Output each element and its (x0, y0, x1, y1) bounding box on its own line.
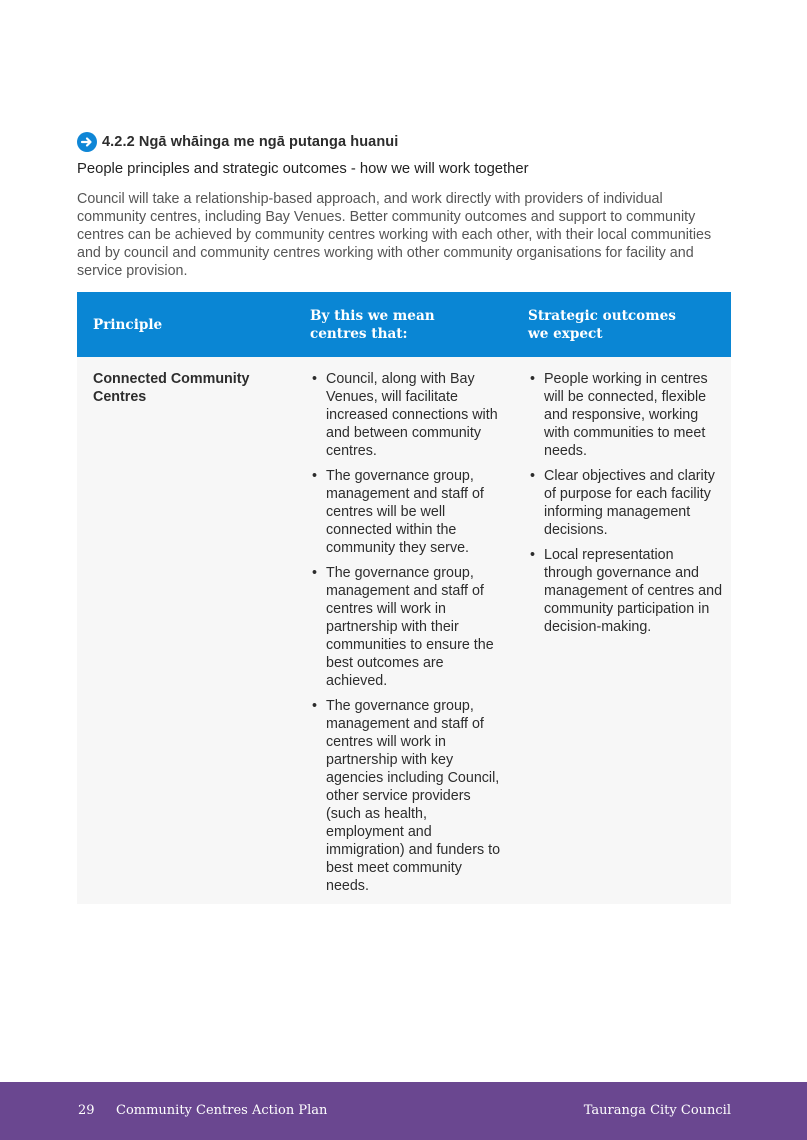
list-item: • People working in centres will be connected, flexible and responsive, working with communities to meet needs. (528, 370, 723, 460)
principle-cell: Connected Community Centres (93, 371, 250, 405)
document-title: Community Centres Action Plan (116, 1103, 328, 1118)
list-item: • Council, along with Bay Venues, will facilitate increased connections with and between community centres. (310, 370, 505, 460)
meaning-list (310, 370, 505, 902)
outcomes-list (528, 370, 723, 643)
header-meaning: By this we mean centres that: (310, 307, 435, 342)
organization-name: Tauranga City Council (583, 1103, 731, 1118)
list-item: • Local representation through governance and management of centres and community participation in decision-making. (528, 546, 723, 636)
principles-table (77, 292, 731, 904)
table-header (77, 292, 731, 357)
list-item: • The governance group, management and staff of centres will be well connected within the community they serve. (310, 467, 505, 557)
page-number: 29 (78, 1103, 95, 1118)
intro-paragraph: Council will take a relationship-based approach, and work directly with providers of individual community centres, including Bay Venues. Better community outcomes and support to community centres can be achieved by community centres working with each other, with their local communities and by council and community centres working with other community organisations for facility and service provision. (77, 191, 712, 279)
section-heading (77, 131, 398, 153)
arrow-right-circle-icon (77, 132, 97, 152)
header-principle: Principle (93, 316, 163, 333)
list-item: • The governance group, management and staff of centres will work in partnership with their communities to ensure the best outcomes are achieved. (310, 564, 505, 690)
section-title: 4.2.2 Ngā whāinga me ngā putanga huanui (102, 134, 399, 150)
header-outcomes: Strategic outcomes we expect (528, 307, 676, 342)
list-item: • The governance group, management and staff of centres will work in partnership with key agencies including Council, other service providers (such as health, employment and immigration) and funders to best meet community needs. (310, 697, 505, 895)
list-item: • Clear objectives and clarity of purpose for each facility informing management decisions. (528, 467, 723, 539)
section-subtitle: People principles and strategic outcomes - how we will work together (77, 161, 529, 177)
page-footer (0, 1082, 807, 1140)
